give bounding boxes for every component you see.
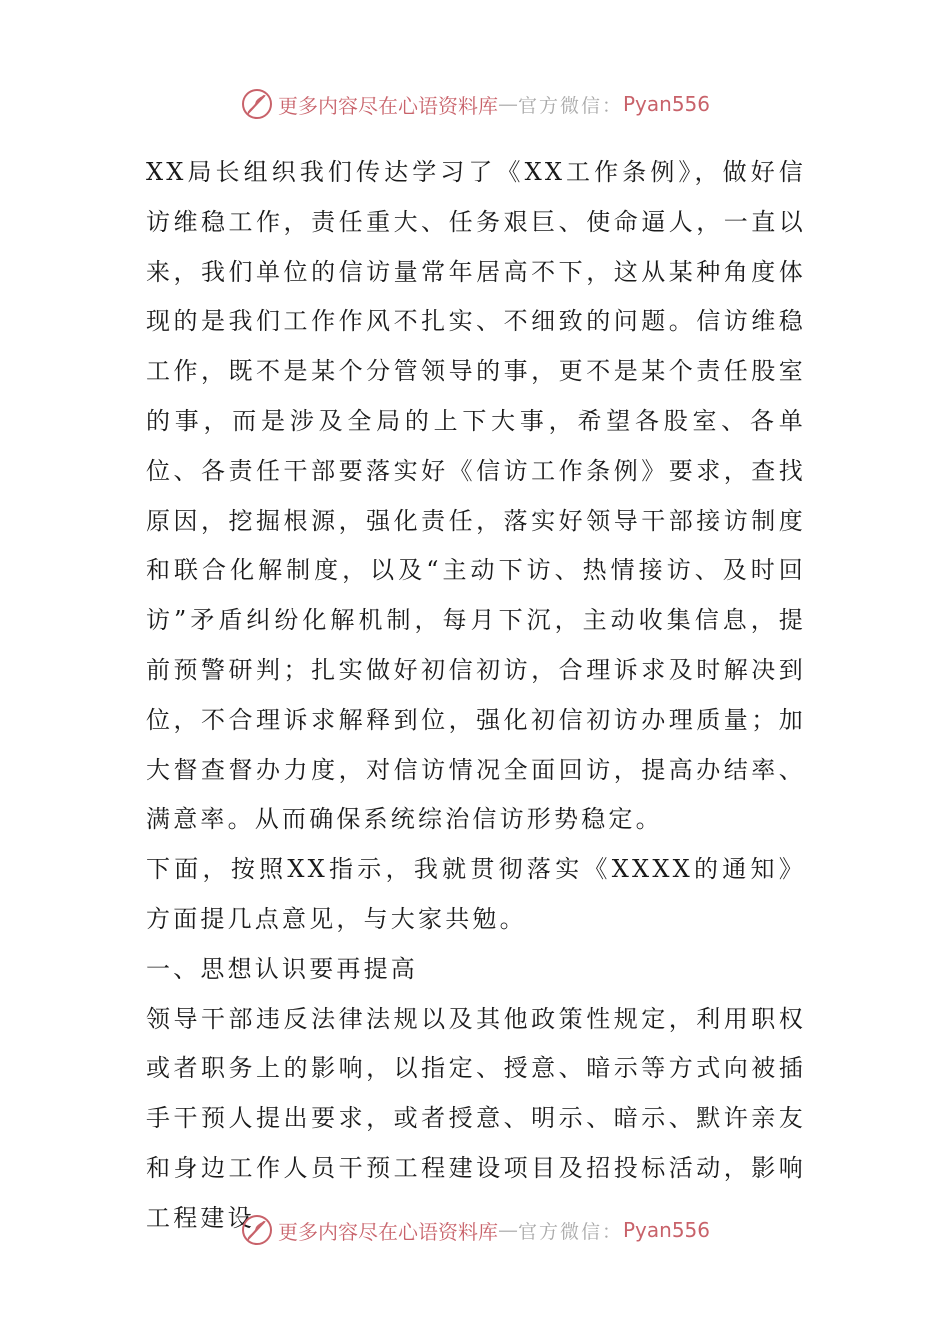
footer-watermark	[0, 1210, 950, 1250]
separator: —	[497, 1218, 518, 1242]
paragraph: 下面，按照XX指示，我就贯彻落实《XXXX的通知》方面提几点意见，与大家共勉。	[146, 855, 806, 933]
paragraph: XX局长组织我们传达学习了《XX工作条例》，做好信访维稳工作，责任重大、任务艰巨、使命逼人，一直以来，我们单位的信访量常年居高不下，这从某种角度体现的是我们工作作风不扎实、不细致的问题。信访维稳工作，既不是某个分管领导的事，更不是某个责任股室的事，而是涉及全局的上下大事，希望各股室、各单位、各责任干部要落实好《信访工作条例》要求，查找原因，挖掘根源，强化责任，落实好领导干部接访制度和联合化解制度，以及“主动下访、热情接访、及时回访”矛盾纠纷化解机制，每月下沉，主动收集信息，提前预警研判；扎实做好初信初访，合理诉求及时解决到位，不合理诉求解释到位，强化初信初访办理质量；加大督查督办力度，对信访情况全面回访，提高办结率、满意率。从而确保系统综治信访形势稳定。	[146, 158, 806, 834]
document-body	[146, 148, 806, 1244]
wechat-label: 官方微信：	[517, 94, 623, 117]
section-heading: 一、思想认识要再提高	[146, 954, 418, 983]
wechat-id: Pyan556	[623, 92, 711, 116]
wechat-label: 官方微信：	[517, 1220, 623, 1243]
separator: —	[497, 92, 518, 116]
paragraph: 领导干部违反法律法规以及其他政策性规定，利用职权或者职务上的影响，以指定、授意、暗示等方式向被插手干预人提出要求，或者授意、明示、暗示、默许亲友和身边工作人员干预工程建设项目及招投标活动，影响工程建设	[146, 1004, 806, 1232]
quill-logo-icon	[240, 1213, 274, 1247]
header-watermark	[0, 84, 950, 124]
site-name: 更多内容尽在心语资料库	[277, 1219, 498, 1244]
wechat-id: Pyan556	[623, 1218, 711, 1242]
site-name: 更多内容尽在心语资料库	[277, 93, 498, 118]
quill-logo-icon	[240, 87, 274, 121]
